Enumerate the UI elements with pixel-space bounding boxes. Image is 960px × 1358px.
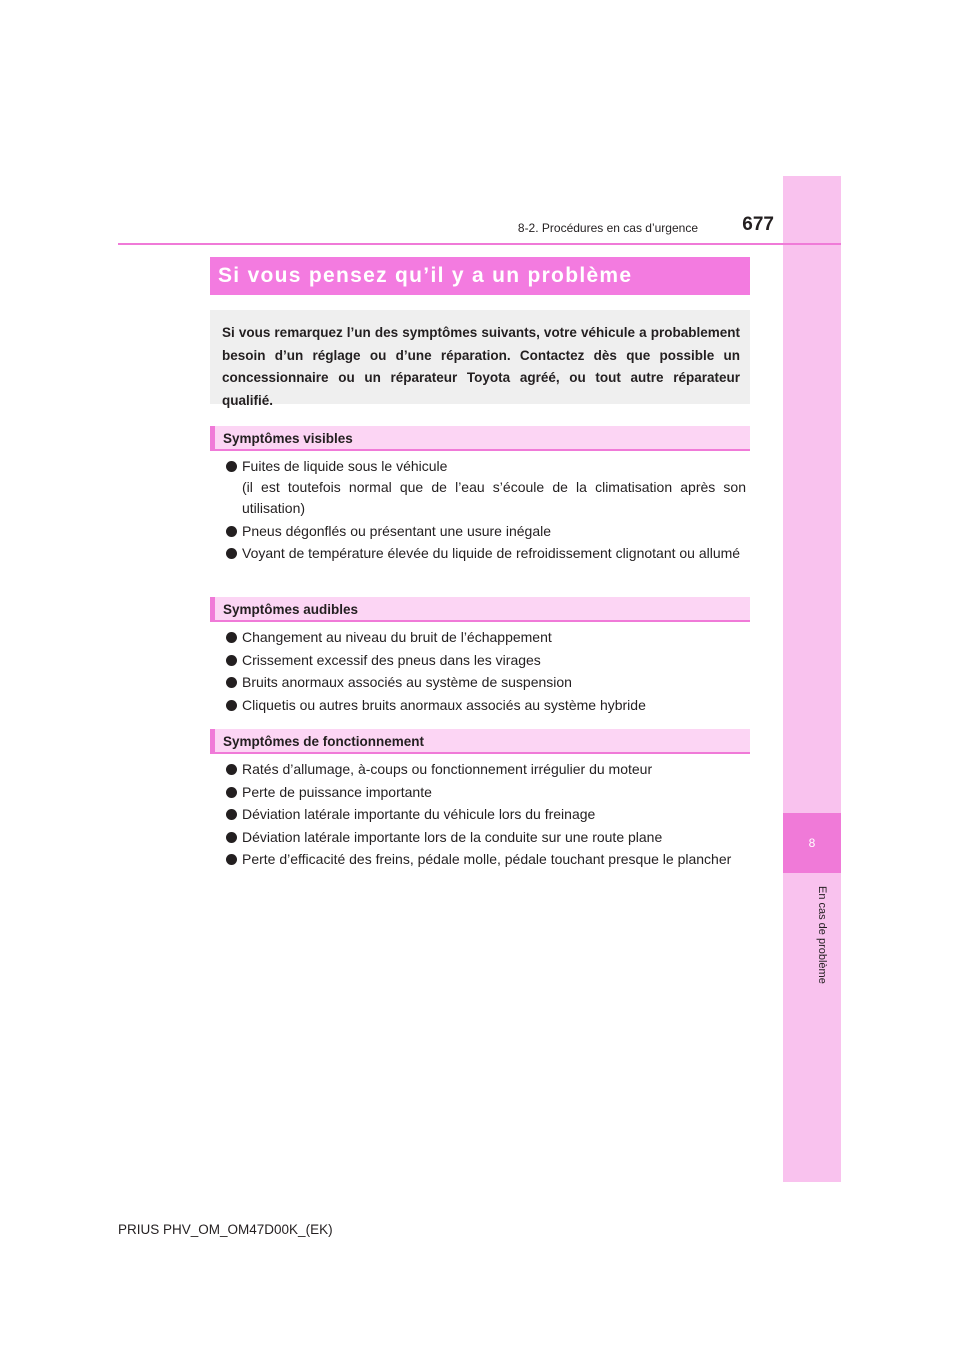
page-number: 677 (742, 214, 774, 235)
list-item (226, 543, 746, 564)
bullet-icon (226, 526, 237, 537)
list-item-text: Cliquetis ou autres bruits anormaux associés au système hybride (242, 696, 646, 713)
list-item (226, 782, 746, 803)
chapter-number: 8 (808, 836, 816, 850)
section-heading-audible (210, 597, 750, 622)
list-item (226, 695, 746, 716)
section-heading-visible (210, 426, 750, 451)
bullet-icon (226, 787, 237, 798)
list-item-text: Perte d’efficacité des freins, pédale molle, pédale touchant presque le plancher (242, 851, 732, 867)
page-title: Si vous pensez qu’il y a un problème (218, 264, 633, 287)
list-item-text: Crissement excessif des pneus dans les virages (242, 651, 541, 668)
section-heading-text: Symptômes de fonctionnement (223, 734, 425, 749)
chapter-label: En cas de problème (816, 886, 828, 984)
bullet-icon (226, 461, 237, 472)
chapter-number-tab (783, 813, 841, 873)
list-item-text: Bruits anormaux associés au système de suspension (242, 674, 572, 690)
list-item-text: Perte de puissance importante (242, 783, 432, 800)
document-code-footer: PRIUS PHV_OM_OM47D00K_(EK) (118, 1222, 333, 1237)
bullet-icon (226, 764, 237, 775)
bullet-icon (226, 809, 237, 820)
visible-symptoms-list (226, 456, 746, 566)
list-item-text: Changement au niveau du bruit de l’échappement (242, 629, 552, 645)
list-item-text: Pneus dégonflés ou présentant une usure inégale (242, 522, 552, 539)
list-item-text: Déviation latérale importante du véhicule lors du freinage (242, 806, 596, 822)
section-heading-text: Symptômes visibles (223, 431, 353, 446)
page-title-bar (210, 257, 750, 295)
bullet-icon (226, 632, 237, 643)
list-item-text: Fuites de liquide sous le véhicule (242, 458, 448, 474)
section-heading-operation (210, 729, 750, 754)
bullet-icon (226, 832, 237, 843)
list-item (226, 849, 746, 870)
list-item-text: Déviation latérale importante lors de la conduite sur une route plane (242, 828, 663, 845)
list-item (226, 672, 746, 693)
operation-symptoms-list (226, 759, 746, 872)
list-item-note: (il est toutefois normal que de l’eau s’écoule de la climatisation après son utilisation) (242, 479, 746, 516)
header-rule (118, 243, 841, 245)
bullet-icon (226, 548, 237, 559)
bullet-icon (226, 677, 237, 688)
bullet-icon (226, 854, 237, 865)
list-item (226, 759, 746, 780)
list-item-text: Ratés d’allumage, à-coups ou fonctionnement irrégulier du moteur (242, 761, 653, 777)
list-item (226, 827, 746, 848)
list-item (226, 627, 746, 648)
list-item (226, 456, 746, 519)
section-heading-text: Symptômes audibles (223, 602, 359, 617)
bullet-icon (226, 700, 237, 711)
bullet-icon (226, 655, 237, 666)
header-section-title: 8-2. Procédures en cas d’urgence (517, 221, 698, 235)
list-item (226, 521, 746, 542)
list-item (226, 804, 746, 825)
chapter-side-tab (783, 176, 841, 1182)
intro-box: Si vous remarquez l’un des symptômes suivants, votre véhicule a probablement besoin d’un réglage ou d’une réparation. Contactez dès que possible un concessionnaire ou un réparateur Toyota agréé, ou tout autre réparateur qualifié. (210, 310, 750, 404)
list-item (226, 650, 746, 671)
audible-symptoms-list (226, 627, 746, 717)
list-item-text: Voyant de température élevée du liquide de refroidissement clignotant ou allumé (242, 545, 741, 561)
